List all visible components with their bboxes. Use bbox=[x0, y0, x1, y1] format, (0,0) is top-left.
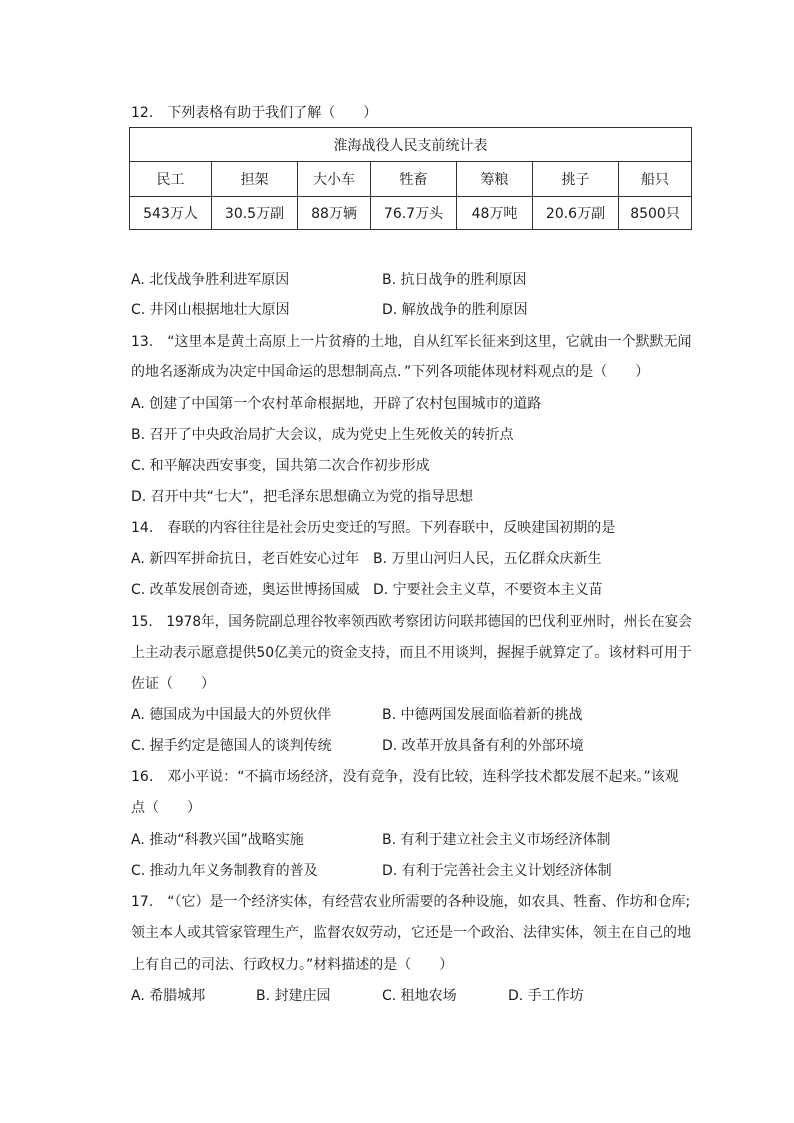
q13-option-d[interactable]: D. 召开中共“七大”，把毛泽东思想确立为党的指导思想 bbox=[131, 489, 474, 505]
q12-option-d[interactable]: D. 解放战争的胜利原因 bbox=[382, 302, 528, 318]
table-value-cell: 48万吨 bbox=[457, 197, 533, 230]
table-header-cell: 挑子 bbox=[533, 162, 619, 197]
table-header-cell: 筹粮 bbox=[457, 162, 533, 197]
q17-option-b[interactable]: B. 封建庄园 bbox=[256, 988, 331, 1004]
q17-stem-line3: 上有自己的司法、行政权力。”材料描述的是（ ） bbox=[131, 957, 454, 973]
q12-option-b[interactable]: B. 抗日战争的胜利原因 bbox=[382, 272, 527, 288]
q13-option-b[interactable]: B. 召开了中央政治局扩大会议，成为党史上生死攸关的转折点 bbox=[131, 427, 514, 443]
table-header-cell: 民工 bbox=[130, 162, 212, 197]
q16-option-a[interactable]: A. 推动“科教兴国”战略实施 bbox=[131, 832, 304, 848]
q16-stem-line2: 点（ ） bbox=[131, 800, 201, 816]
q16-option-c[interactable]: C. 推动九年义务制教育的普及 bbox=[131, 863, 318, 879]
q13-stem-line1: 13. “这里本是黄土高原上一片贫瘠的土地，自从红军长征来到这里，它就由一个默默无闻 bbox=[131, 334, 692, 350]
q14-option-b[interactable]: B. 万里山河归人民，五亿群众庆新生 bbox=[373, 551, 602, 567]
table-header-cell: 担架 bbox=[212, 162, 298, 197]
q15-stem-line2: 上主动表示愿意提供50亿美元的资金支持，而且不用谈判，握握手就算定了。该材料可用于 bbox=[131, 645, 692, 661]
q16-stem-line1: 16. 邓小平说：“不搞市场经济，没有竞争，没有比较，连科学技术都发展不起来。”该观 bbox=[131, 769, 679, 785]
table-value-cell: 88万辆 bbox=[298, 197, 371, 230]
table-value-cell: 30.5万副 bbox=[212, 197, 298, 230]
q16-option-b[interactable]: B. 有利于建立社会主义市场经济体制 bbox=[382, 832, 611, 848]
table-value-cell: 76.7万头 bbox=[371, 197, 457, 230]
table-header-cell: 船只 bbox=[619, 162, 692, 197]
q14-option-a[interactable]: A. 新四军拼命抗日，老百姓安心过年 bbox=[131, 551, 360, 567]
q15-option-d[interactable]: D. 改革开放具备有利的外部环境 bbox=[382, 738, 584, 754]
q17-stem-line1: 17. “（它）是一个经济实体，有经营农业所需要的各种设施，如农具、牲畜、作坊和仓库; bbox=[131, 894, 691, 910]
q17-stem-line2: 领主本人或其管家管理生产，监督农奴劳动，它还是一个政治、法律实体，领主在自己的地 bbox=[131, 925, 691, 941]
q15-option-c[interactable]: C. 握手约定是德国人的谈判传统 bbox=[131, 738, 332, 754]
q13-stem-line2: 的地名逐渐成为决定中国命运的思想制高点．”下列各项能体现材料观点的是（ ） bbox=[131, 364, 650, 380]
table-value-cell: 20.6万副 bbox=[533, 197, 619, 230]
q15-stem-line1: 15. 1978年，国务院副总理谷牧率领西欧考察团访问联邦德国的巴伐利亚州时，州长在宴会 bbox=[131, 614, 692, 630]
q17-option-c[interactable]: C. 租地农场 bbox=[382, 988, 457, 1004]
table-value-cell: 8500只 bbox=[619, 197, 692, 230]
q15-option-a[interactable]: A. 德国成为中国最大的外贸伙伴 bbox=[131, 707, 332, 723]
q12-stem: 12. 下列表格有助于我们了解（ ） bbox=[131, 105, 378, 121]
q17-option-a[interactable]: A. 希腊城邦 bbox=[131, 988, 206, 1004]
q14-stem: 14. 春联的内容往往是社会历史变迁的写照。下列春联中，反映建国初期的是 bbox=[131, 520, 616, 536]
q15-option-b[interactable]: B. 中德两国发展面临着新的挑战 bbox=[382, 707, 583, 723]
table-header-cell: 大小车 bbox=[298, 162, 371, 197]
table-value-cell: 543万人 bbox=[130, 197, 212, 230]
q15-stem-line3: 佐证（ ） bbox=[131, 676, 215, 692]
q16-option-d[interactable]: D. 有利于完善社会主义计划经济体制 bbox=[382, 863, 612, 879]
q14-option-d[interactable]: D. 宁要社会主义草，不要资本主义苗 bbox=[373, 582, 603, 598]
q13-option-c[interactable]: C. 和平解决西安事变，国共第二次合作初步形成 bbox=[131, 458, 430, 474]
q12-option-a[interactable]: A. 北伐战争胜利进军原因 bbox=[131, 272, 290, 288]
table-caption: 淮海战役人民支前统计表 bbox=[130, 128, 692, 162]
q13-option-a[interactable]: A. 创建了中国第一个农村革命根据地，开辟了农村包围城市的道路 bbox=[131, 396, 542, 412]
support-statistics-table bbox=[129, 127, 692, 230]
q14-option-c[interactable]: C. 改革发展创奇迹，奥运世博扬国威 bbox=[131, 582, 360, 598]
q12-option-c[interactable]: C. 井冈山根据地壮大原因 bbox=[131, 302, 290, 318]
q17-option-d[interactable]: D. 手工作坊 bbox=[508, 988, 584, 1004]
table-header-cell: 牲畜 bbox=[371, 162, 457, 197]
